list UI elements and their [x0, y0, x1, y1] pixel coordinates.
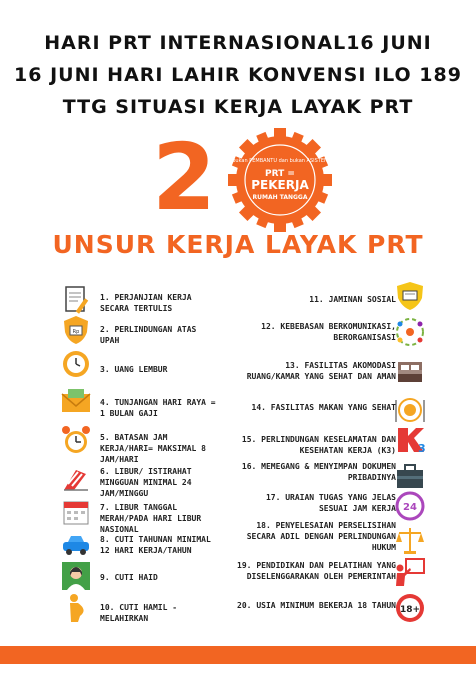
24-hours-icon — [394, 490, 426, 522]
woman-icon — [60, 560, 92, 592]
list-item-20: 20. USIA MINIMUM BEKERJA 18 TAHUN — [237, 601, 396, 610]
list-item-19: 19. PENDIDIKAN DAN PELATIHAN YANG DISELENGGARAKAN OLEH PEMERINTAH — [237, 561, 396, 581]
list-item-6: 6. LIBUR/ ISTIRAHAT MINGGUAN MINIMAL 24 JAM/MINGGU — [100, 467, 192, 498]
list-item-17: 17. URAIAN TUGAS YANG JELAS SESUAI JAM KERJA — [265, 493, 396, 513]
list-item-1: 1. PERJANJIAN KERJA SECARA TERTULIS — [100, 293, 192, 313]
list-item-11: 11. JAMINAN SOSIAL — [309, 295, 396, 304]
gear-pekerja-text: PEKERJA — [251, 178, 309, 192]
gear-prt-text: PRT = — [265, 169, 295, 179]
scales-icon — [394, 524, 426, 556]
list-item-16: 16. MEMEGANG & MENYIMPAN DOKUMEN PRIBADINYA — [241, 462, 396, 482]
list-item-5: 5. BATASAN JAM KERJA/HARI= MAKSIMAL 8 JAM/HARI — [100, 433, 206, 464]
gear-top-text: bukan PEMBANTU dan bukan ASISTEN — [232, 158, 328, 164]
list-item-10: 10. CUTI HAMIL - MELAHIRKAN — [100, 603, 178, 623]
car-icon — [60, 528, 92, 560]
beach-chair-icon — [60, 462, 92, 494]
teacher-icon — [394, 556, 426, 588]
svg-text:18+: 18+ — [399, 605, 421, 615]
footer-bar — [0, 646, 476, 664]
list-item-13: 13. FASILITAS AKOMODASI RUANG/KAMAR YANG SEHAT DAN AMAN — [246, 361, 396, 381]
list-item-8: 8. CUTI TAHUNAN MINIMAL 12 HARI KERJA/TAHUN — [100, 535, 211, 555]
pregnant-icon — [60, 592, 92, 624]
list-item-2: 2. PERLINDUNGAN ATAS UPAH — [100, 325, 197, 345]
gear-badge-icon — [226, 126, 334, 234]
age-18-icon — [394, 592, 426, 624]
gear-rumah-text: RUMAH TANGGA — [252, 194, 308, 201]
header-line-1: HARI PRT INTERNASIONAL16 JUNI — [44, 32, 432, 54]
communication-icon — [394, 316, 426, 348]
briefcase-icon — [394, 460, 426, 492]
alarm-clock-icon — [60, 424, 92, 456]
contract-icon — [60, 284, 92, 316]
subtitle: UNSUR KERJA LAYAK PRT — [52, 230, 424, 259]
social-security-icon — [394, 280, 426, 312]
meal-icon — [394, 394, 426, 426]
list-item-3: 3. UANG LEMBUR — [100, 365, 168, 374]
calendar-icon — [60, 496, 92, 528]
k3-icon — [394, 424, 426, 456]
list-item-4: 4. TUNJANGAN HARI RAYA = 1 BULAN GAJI — [100, 398, 216, 418]
big-number: 2 — [152, 124, 217, 231]
list-item-18: 18. PENYELESAIAN PERSELISIHAN SECARA ADIL DENGAN PERLINDUNGAN HUKUM — [246, 521, 396, 552]
list-item-14: 14. FASILITAS MAKAN YANG SEHAT — [251, 403, 396, 412]
envelope-money-icon — [60, 386, 92, 418]
list-item-7: 7. LIBUR TANGGAL MERAH/PADA HARI LIBUR NASIONAL — [100, 503, 202, 534]
wage-shield-icon — [60, 314, 92, 346]
header-line-2: 16 JUNI HARI LAHIR KONVENSI ILO 189 — [14, 64, 462, 86]
svg-text:Rp: Rp — [72, 329, 80, 335]
list-item-9: 9. CUTI HAID — [100, 573, 158, 582]
bed-icon — [394, 356, 426, 388]
list-item-15: 15. PERLINDUNGAN KESELAMATAN DAN KESEHATAN KERJA (K3) — [241, 435, 396, 455]
list-item-12: 12. KEBEBASAN BERKOMUNIKASI, BERORGANISASI — [261, 322, 396, 342]
overtime-money-icon — [60, 348, 92, 380]
svg-text:3: 3 — [418, 442, 426, 455]
header-line-3: TTG SITUASI KERJA LAYAK PRT — [62, 96, 414, 118]
svg-text:24: 24 — [403, 502, 417, 513]
